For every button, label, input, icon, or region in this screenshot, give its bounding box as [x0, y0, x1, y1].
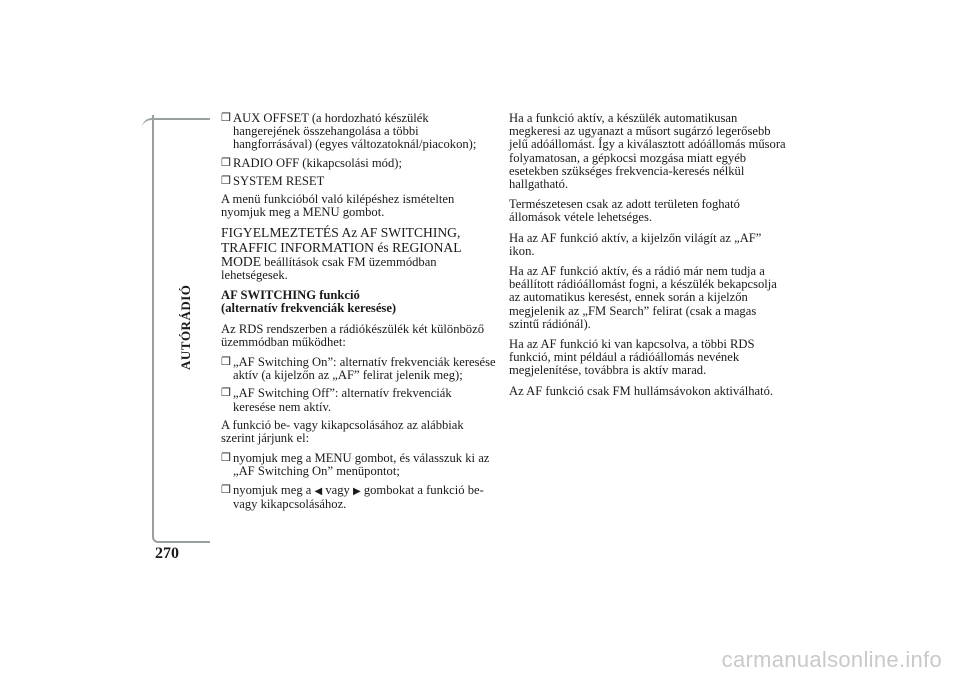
paragraph: A funkció be- vagy kikapcsolásához az alábbiak szerint járjunk el:	[221, 417, 464, 446]
checkbox-bullet-icon: ❒	[221, 483, 231, 496]
list-item: ❒ „AF Switching On”: alternatív frekvenciák keresése aktív (a kijelzőn az „AF” felirat jelenik meg);	[221, 355, 496, 383]
paragraph: Ha az AF funkció aktív, és a rádió már nem tudja a beállított rádióállomást fogni, a készülék bekapcsolja az automatikus keresést, ennek során a kijelzőn megjelenik az „FM Search” felirat (csak a magas szintű rádiónál).	[509, 264, 777, 331]
paragraph: Az RDS rendszerben a rádiókészülék két különböző üzemmódban működhet:	[221, 321, 484, 349]
paragraph: A menü funkcióból való kilépéshez ismételten nyomjuk meg a MENU gombot.	[221, 192, 455, 220]
margin-rule-top	[142, 118, 210, 546]
checkbox-bullet-icon: ❒	[221, 387, 231, 400]
paragraph: Ha az AF funkció aktív, a kijelzőn világít az „AF” ikon.	[509, 230, 762, 258]
warning-note: FIGYELMEZTETÉS Az AF SWITCHING, TRAFFIC INFORMATION és REGIONAL MODE beállítások csak FM üzemmódban lehetségesek.	[221, 225, 462, 283]
checkbox-bullet-icon: ❒	[221, 112, 231, 124]
list-item: ❒ SYSTEM RESET	[221, 173, 325, 188]
left-column	[221, 112, 496, 516]
paragraph: Ha a funkció aktív, a készülék automatikusan megkeresi az ugyanazt a műsort sugárzó legerősebb jelű adóállomást. Így a kiválasztott adóállomás műsora folyamatosan, a gépkocsi mozgása miatt egyéb esetekben szükséges frekvencia-keresés nélkül hallgatható.	[509, 111, 786, 192]
left-arrow-icon: ◀	[314, 485, 323, 497]
list-item: ❒ AUX OFFSET (a hordozható készülék hangerejének összehangolása a többi hangforrásával) (egyes változatoknál/piacokon);	[221, 111, 477, 152]
list-item: ❒ RADIO OFF (kikapcsolási mód);	[221, 155, 402, 170]
manual-page: AUTÓRÁDIÓ 270 ❒ AUX OFFSET (a hordozható készülék hangerejének összehangolása a többi hangforrásával) (egyes változatoknál/piacokon); ❒ RADIO OFF (kikapcsolási mód); ❒ SYSTEM RESET A menü funkcióból való kilépéshez ismételten nyomjuk meg a MENU gombot. FIGYELMEZTETÉS Az AF SWITCHING, TRAFFIC INFORMATION és REGIONAL MODE beállítások csak FM üzemmódban lehetségesek. AF SWITCHING funkció (alternatív frekvenciák keresése) Az RDS rendszerben a rádiókészülék két különböző üzemmódban működhet: ❒ „AF Switching On”: alternatív frekvenciák keresése aktív (a kijelzőn az „AF” felirat jelenik meg); ❒ „AF Switching Off”: alternatív frekvenciák keresése nem aktív. A funkció be- vagy kikapcsolásához az alábbiak szerint járjunk el: ❒ nyomjuk meg a MENU gombot, és válasszuk ki az „AF Switching On” menüpontot; ❒ nyomjuk meg a ◀ vagy ▶ gombokat a funkció be- vagy kikapcsolásához. Ha a funkció aktív, a készülék automatikusan megkeresi az ugyanazt a műsort sugárzó legerősebb jelű adóállomást. Így a kiválasztott adóállomás műsora folyamatosan, a gépkocsi mozgása miatt egyéb esetekben szükséges frekvencia-keresés nélkül hallgatható. Természetesen csak az adott területen fogható állomások vétele lehetséges. Ha az AF funkció aktív, a kijelzőn világít az „AF” ikon. Ha az AF funkció aktív, és a rádió már nem tudja a beállított rádióállomást fogni, a készülék bekapcsolja az automatikus keresést, ennek során a kijelzőn megjelenik az „FM Search” felirat (csak a magas szintű rádiónál). Ha az AF funkció ki van kapcsolva, a többi RDS funkció, mint például a rádióállomás nevének megjelenítése, továbbra is aktív marad. Az AF funkció csak FM hullámsávokon aktiválható. carmanualsonline.info	[0, 0, 960, 679]
list-item: ❒ nyomjuk meg a MENU gombot, és válasszuk ki az „AF Switching On” menüpontot;	[221, 451, 490, 479]
paragraph: Ha az AF funkció ki van kapcsolva, a többi RDS funkció, mint például a rádióállomás nevének megjelenítése, továbbra is aktív marad.	[509, 337, 755, 378]
checkbox-bullet-icon: ❒	[221, 452, 231, 465]
right-arrow-icon: ▶	[352, 485, 361, 497]
watermark: carmanualsonline.info	[721, 647, 942, 672]
list-item: ❒ nyomjuk meg a ◀ vagy ▶ gombokat a funkció be- vagy kikapcsolásához.	[221, 482, 484, 511]
list-item: ❒ „AF Switching Off”: alternatív frekvenciák keresése nem aktív.	[221, 386, 452, 414]
section-heading: AF SWITCHING funkció (alternatív frekvenciák keresése)	[221, 288, 397, 316]
checkbox-bullet-icon: ❒	[221, 156, 231, 169]
checkbox-bullet-icon: ❒	[221, 356, 231, 369]
right-column	[509, 112, 789, 405]
paragraph: Természetesen csak az adott területen fogható állomások vétele lehetséges.	[509, 197, 740, 225]
paragraph: Az AF funkció csak FM hullámsávokon aktiválható.	[509, 383, 774, 398]
page-number: 270	[155, 545, 179, 562]
checkbox-bullet-icon: ❒	[221, 174, 231, 187]
